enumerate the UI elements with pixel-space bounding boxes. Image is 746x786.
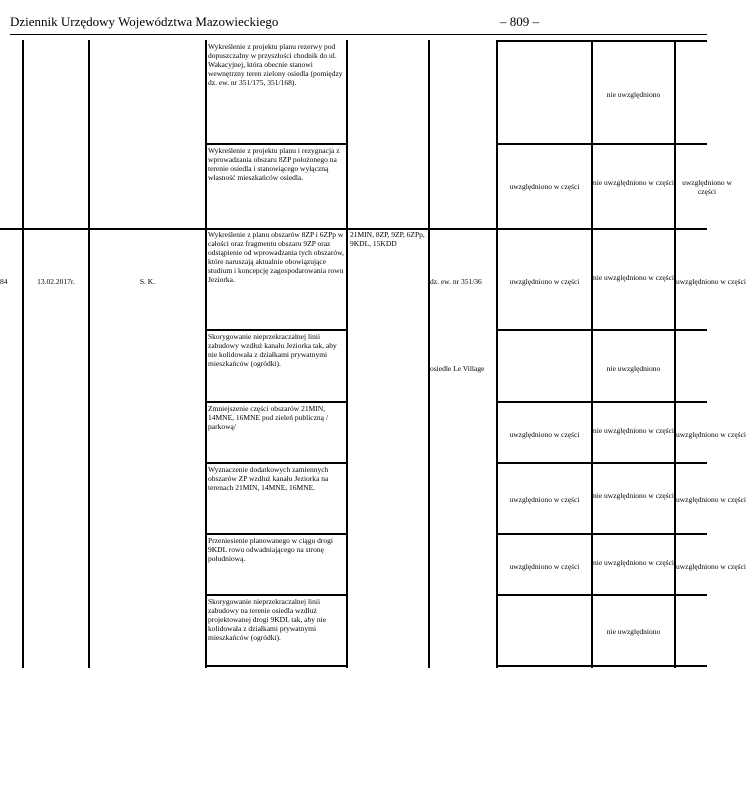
row8-uwaga: Skorygowanie nieprzekraczalnej linii zabudowy na terenie osiedla wzdłuż projektowanej drogi 9KDL tak, aby nie kolidowała z działkami prywatnymi mieszkańców (ogródki). bbox=[208, 597, 327, 642]
row2-status-c: uwzględniono w części bbox=[682, 178, 732, 196]
row7-uwaga: Przeniesienie planowanego w ciągu drogi 9KDL rowu odwadniającego na stronę południową. bbox=[208, 536, 333, 563]
row3-date: 13.02.2017r. bbox=[37, 277, 75, 286]
row1-uwaga: Wykreślenie z projektu planu rezerwy pod dopuszczalny w przyszłości chodnik do ul. Wakacyjnej, która obecnie stanowi wewnętrzny teren zielony osiedla (pomiędzy dz. ew. nr 351/175, 351/168). bbox=[208, 42, 343, 87]
page-number: – 809 – bbox=[500, 14, 539, 29]
row6-status-b: nie uwzględniono w części bbox=[593, 491, 675, 500]
row3-osiedle: osiedle Le Village bbox=[430, 364, 485, 373]
row7-status-c: uwzględniono w części bbox=[676, 562, 746, 571]
row6-status-c: uwzględniono w części bbox=[676, 495, 746, 504]
row1-rozstrzygniecie: nie uwzględniono bbox=[606, 90, 661, 99]
row7-status-a: uwzględniono w części bbox=[509, 562, 580, 571]
row2-status-b: nie uwzględniono w części bbox=[593, 178, 675, 187]
journal-title: Dziennik Urzędowy Województwa Mazowieckiego bbox=[10, 14, 279, 29]
row3-lp: 84 bbox=[0, 277, 8, 286]
row5-status-c: uwzględniono w części bbox=[676, 430, 746, 439]
row3-status-a: uwzględniono w części bbox=[509, 277, 580, 286]
row3-dzialka: dz. ew. nr 351/36 bbox=[430, 277, 482, 286]
row7-status-b: nie uwzględniono w części bbox=[593, 558, 675, 567]
row3-status-b: nie uwzględniono w części bbox=[593, 273, 675, 282]
row6-uwaga: Wyznaczenie dodatkowych zamiennych obszarów ZP wzdłuż kanału Jeziorka na terenach 21MIN, 14MNE, 16MNE. bbox=[208, 465, 329, 492]
row2-status-a: uwzględniono w części bbox=[509, 182, 580, 191]
row5-status-b: nie uwzględniono w części bbox=[593, 426, 675, 435]
row4-rozstrzygniecie: nie uwzględniono bbox=[606, 364, 661, 373]
row8-rozstrzygniecie: nie uwzględniono bbox=[606, 627, 661, 636]
row2-uwaga: Wykreślenie z projektu planu i rezygnacja z wprowadzania obszaru 8ZP położonego na terenie osiedla i stanowiącego wyłączną własność mieszkańców osiedla. bbox=[208, 146, 340, 182]
row6-status-a: uwzględniono w części bbox=[509, 495, 580, 504]
row3-uwaga: Wykreślenie z planu obszarów 8ZP i 6ZPp w całości oraz fragmentu obszaru 9ZP oraz odstąpienie od wprowadzania tych obszarów, które naruszają aktualnie obowiązujące studium i koncepcję zagospodarowania rowu Jeziorka. bbox=[208, 230, 344, 284]
row5-uwaga: Zmniejszenie części obszarów 21MIN, 14MNE, 16MNE pod zieleń publiczną / parkową/ bbox=[208, 404, 328, 431]
header-rule bbox=[10, 34, 707, 35]
row5-status-a: uwzględniono w części bbox=[509, 430, 580, 439]
row3-name: S. K. bbox=[139, 277, 156, 286]
row4-uwaga: Skorygowanie nieprzekraczalnej linii zabudowy wzdłuż kanału Jeziorka tak, aby nie kolidowała z działkami prywatnymi mieszkańców (ogródki). bbox=[208, 332, 337, 368]
row3-tereny: 21MIN, 8ZP, 9ZP, 6ZPp, 9KDL, 15KDD bbox=[350, 230, 425, 248]
row3-status-c: uwzględniono w części bbox=[676, 277, 746, 286]
